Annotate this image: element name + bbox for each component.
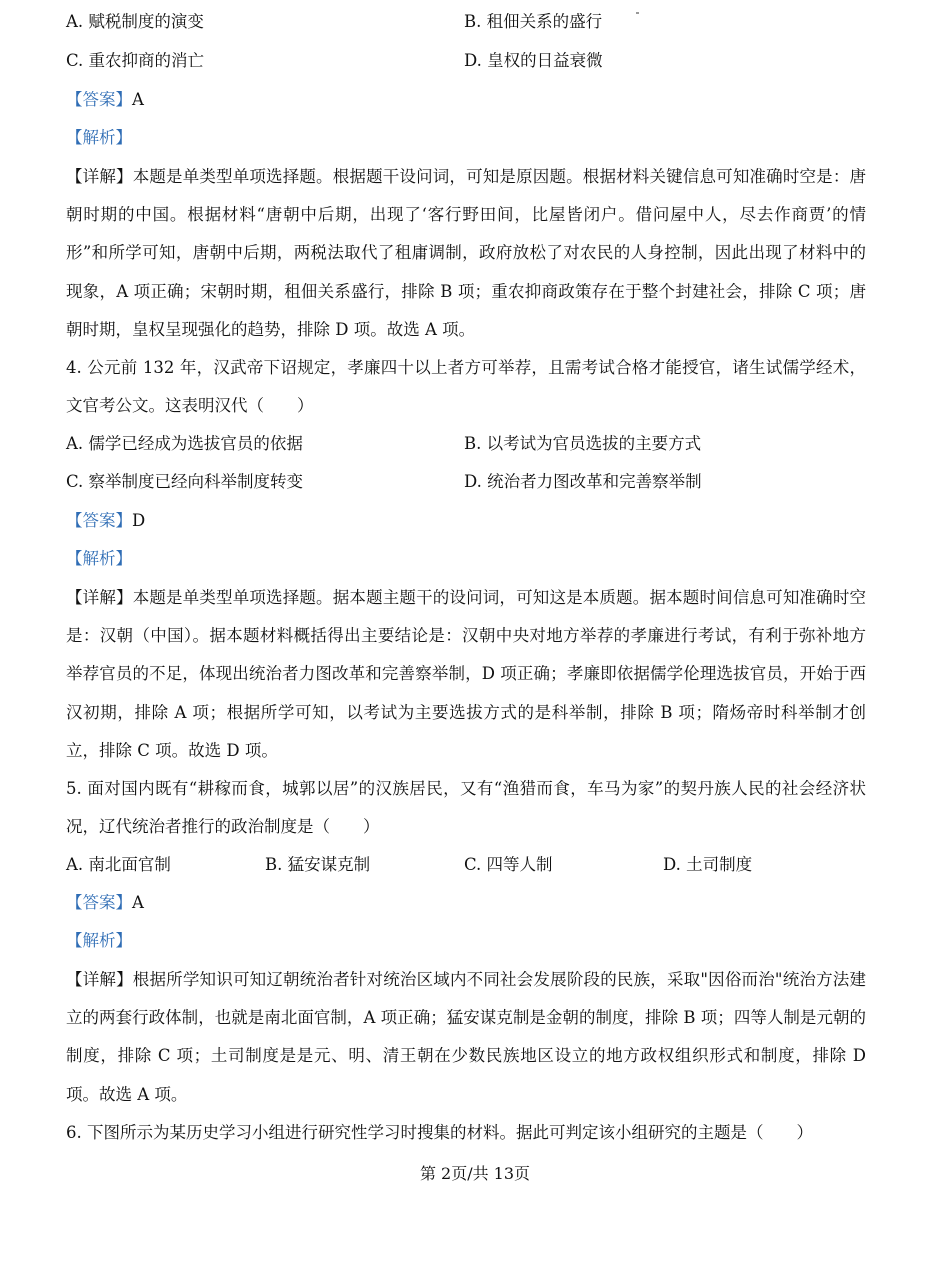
q3-detail (66, 158, 866, 349)
detail-tag: 【详解】 (66, 970, 133, 989)
q4-option-b: B. 以考试为官员选拔的主要方式 (464, 434, 702, 453)
answer-value: A (132, 90, 144, 109)
q5-answer (66, 892, 144, 914)
answer-value: A (132, 893, 144, 912)
q4-analysis-heading (66, 548, 132, 570)
q4-stem: 4. 公元前 132 年，汉武帝下诏规定，孝廉四十以上者方可举荐，且需考试合格才能授官，诸生试儒学经术，文官考公文。这表明汉代（ ） (66, 358, 866, 416)
q3-analysis-heading (66, 127, 132, 149)
q3-answer (66, 89, 144, 111)
q3-options-row-1 (66, 11, 890, 33)
q5-stem: 5. 面对国内既有“耕稼而食，城郭以居”的汉族居民，又有“渔猎而食，车马为家”的契丹族人民的社会经济状况，辽代统治者推行的政治制度是（ ） (66, 779, 866, 837)
q3-option-b: B. 租佃关系的盛行 (464, 12, 603, 31)
answer-tag: 【答案】 (66, 511, 132, 530)
detail-text: 本题是单类型单项选择题。据本题主题干的设问词，可知这是本质题。据本题时间信息可知准确时空是：汉朝（中国）。据本题材料概括得出主要结论是：汉朝中央对地方举荐的孝廉进行考试，有利于弥补地方举荐官员的不足，体现出统治者力图改革和完善察举制，D 项正确；孝廉即依据儒学伦理选拔官员，开始于西汉初期，排除 A 项；根据所学可知，以考试为主要选拔方式的是科举制，排除 B 项；隋炀帝时科举制才创立，排除 C 项。故选 D 项。 (66, 588, 867, 760)
answer-tag: 【答案】 (66, 893, 132, 912)
detail-text: 根据所学知识可知辽朝统治者针对统治区域内不同社会发展阶段的民族，采取"因俗而治"统治方法建立的两套行政体制，也就是南北面官制，A 项正确；猛安谋克制是金朝的制度，排除 B 项；四等人制是元朝的制度，排除 C 项；土司制度是是元、明、清王朝在少数民族地区设立的地方政权组织形式和制度，排除 D 项。故选 A 项。 (66, 970, 866, 1104)
q4-option-c: C. 察举制度已经向科举制度转变 (66, 472, 304, 491)
answer-value: D (132, 511, 146, 530)
q3-option-d: D. 皇权的日益衰微 (464, 51, 603, 70)
q3-option-c: C. 重农抑商的消亡 (66, 51, 205, 70)
detail-text: 本题是单类型单项选择题。根据题干设问词，可知是原因题。根据材料关键信息可知准确时空是：唐朝时期的中国。根据材料“唐朝中后期，出现了‘客行野田间，比屋皆闭户。借问屋中人，尽去作商贾’的情形”和所学可知，唐朝中后期，两税法取代了租庸调制，政府放松了对农民的人身控制，因此出现了材料中的现象，A 项正确；宋朝时期，租佃关系盛行，排除 B 项；重农抑商政策存在于整个封建社会，排除 C 项；唐朝时期，皇权呈现强化的趋势，排除 D 项。故选 A 项。 (66, 167, 867, 339)
q5-option-c: C. 四等人制 (464, 855, 553, 874)
page-number: 第 2页/共 13页 (419, 1164, 531, 1183)
q4-option-a: A. 儒学已经成为选拔官员的依据 (66, 434, 303, 453)
q5-options-row (66, 854, 890, 876)
q6-stem: 6. 下图所示为某历史学习小组进行研究性学习时搜集的材料。据此可判定该小组研究的主题是（ ） (66, 1123, 813, 1142)
q5-detail (66, 961, 866, 1114)
detail-tag: 【详解】 (66, 167, 133, 186)
q5-option-d: D. 土司制度 (663, 855, 753, 874)
q5-option-a: A. 南北面官制 (66, 855, 171, 874)
detail-tag: 【详解】 (66, 588, 133, 607)
q3-option-a: A. 赋税制度的演变 (66, 12, 204, 31)
q5-analysis-heading (66, 930, 132, 952)
analysis-tag: 【解析】 (66, 549, 132, 568)
q4-options-row-2 (66, 471, 890, 493)
answer-tag: 【答案】 (66, 90, 132, 109)
q4-answer (66, 510, 145, 532)
analysis-tag: 【解析】 (66, 128, 132, 147)
q4-options-row-1 (66, 433, 890, 455)
q4-detail (66, 579, 866, 770)
q5-option-b: B. 猛安谋克制 (265, 855, 371, 874)
q3-options-row-2 (66, 50, 890, 72)
analysis-tag: 【解析】 (66, 931, 132, 950)
q4-option-d: D. 统治者力图改革和完善察举制 (464, 472, 702, 491)
